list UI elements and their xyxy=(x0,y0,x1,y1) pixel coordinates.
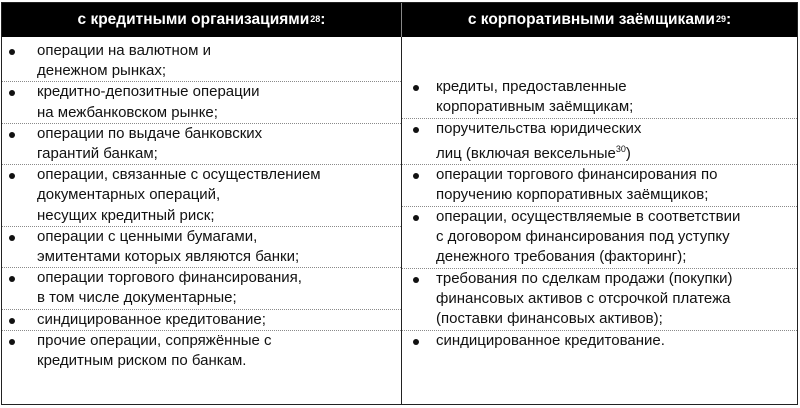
item-line: денежном рынках; xyxy=(37,62,167,80)
list-item xyxy=(2,41,401,81)
item-line-text: лиц (включая вексельные xyxy=(436,144,616,162)
item-line: несущих кредитный риск; xyxy=(37,206,215,224)
item-line: кредитным риском по банкам. xyxy=(37,352,247,370)
bullet-icon xyxy=(9,132,15,138)
list-item xyxy=(2,226,401,267)
item-line: требования по сделкам продажи (покупки) xyxy=(436,269,733,287)
bullet-icon xyxy=(9,318,15,324)
list-item xyxy=(2,81,401,122)
item-line: синдицированное кредитование. xyxy=(436,331,665,349)
item-line: финансовых активов с отсрочкой платежа xyxy=(436,289,731,307)
list-item xyxy=(2,164,401,226)
list-item xyxy=(2,267,401,308)
bullet-icon xyxy=(413,85,419,91)
list-item xyxy=(2,330,401,371)
list-item xyxy=(2,309,401,330)
item-line: денежного требования (факторинг); xyxy=(436,248,687,266)
bullet-icon xyxy=(9,173,15,179)
item-line: документарных операций, xyxy=(37,186,221,204)
item-line: операции торгового финансирования по xyxy=(436,166,718,184)
bullet-icon xyxy=(9,49,15,55)
bullet-icon xyxy=(413,277,419,283)
bullet-icon xyxy=(413,339,419,345)
left-column xyxy=(2,37,402,404)
item-line: поручительства юридических xyxy=(436,119,642,137)
item-line: кредитно-депозитные операции xyxy=(37,83,260,101)
header-left-text: с кредитными организациями xyxy=(77,11,310,28)
header-left-suffix: : xyxy=(320,11,326,28)
item-line: синдицированное кредитование; xyxy=(37,310,266,328)
item-line xyxy=(436,139,791,164)
header-credit-organizations xyxy=(2,3,402,37)
item-line: операции, связанные с осуществлением xyxy=(37,166,321,184)
list-item xyxy=(402,206,797,268)
item-line: поручению корпоративных заёмщиков; xyxy=(436,186,709,204)
header-corporate-borrowers xyxy=(402,3,797,37)
bullet-icon xyxy=(9,276,15,282)
item-line: операции торгового финансирования, xyxy=(37,269,302,287)
header-right-suffix: : xyxy=(725,11,732,28)
item-line-suffix: ) xyxy=(625,144,631,162)
bullet-icon xyxy=(413,215,419,221)
item-line: корпоративным заёмщикам; xyxy=(436,98,634,116)
right-column xyxy=(402,37,797,404)
list-item xyxy=(402,268,797,330)
item-line: прочие операции, сопряжённые с xyxy=(37,331,272,349)
bullet-icon xyxy=(9,90,15,96)
header-right-text: с корпоративными заёмщиками xyxy=(467,11,715,28)
header-right-footnote: 29 xyxy=(715,14,726,24)
header-left-footnote: 28 xyxy=(310,14,321,24)
item-line: в том числе документарные; xyxy=(37,289,237,307)
item-line: эмитентами которых являются банки; xyxy=(37,248,300,266)
item-line: на межбанковском рынке; xyxy=(37,103,218,121)
left-list xyxy=(2,37,401,371)
list-item xyxy=(2,123,401,164)
item-line: с договором финансирования под уступку xyxy=(436,228,730,246)
footnote-ref: 30 xyxy=(615,143,626,154)
bullet-icon xyxy=(9,339,15,345)
exposure-table xyxy=(1,2,798,405)
list-item xyxy=(402,118,797,165)
list-item xyxy=(402,77,797,118)
right-list xyxy=(402,37,797,351)
list-item xyxy=(402,330,797,351)
item-line: (поставки финансовых активов); xyxy=(436,310,663,328)
item-line: операции, осуществляемые в соответствии xyxy=(436,207,741,225)
item-line: операции с ценными бумагами, xyxy=(37,227,258,245)
item-line: кредиты, предоставленные xyxy=(436,78,627,95)
item-line: гарантий банкам; xyxy=(37,145,158,163)
bullet-icon xyxy=(413,173,419,179)
list-item xyxy=(402,164,797,206)
item-line: операции по выдаче банковских xyxy=(37,124,263,142)
bullet-icon xyxy=(9,235,15,241)
bullet-icon xyxy=(413,127,419,133)
item-line: операции на валютном и xyxy=(37,42,211,59)
